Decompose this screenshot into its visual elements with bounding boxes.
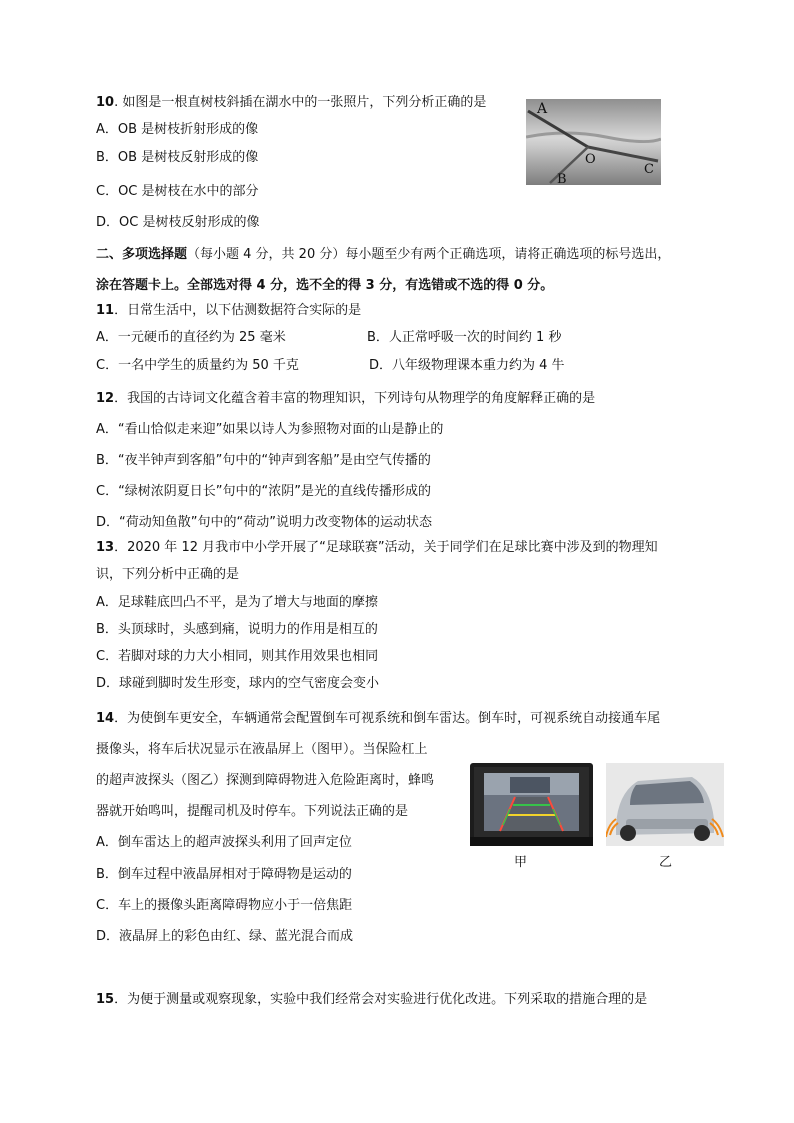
caption-jia: 甲: [514, 855, 528, 870]
q14-stem-line2: 摄像头，将车后状况显示在液晶屏上（图甲）。当保险杠上: [96, 742, 428, 757]
q10-option-c: C．OC 是树枝在水中的部分: [96, 184, 259, 199]
q14-stem-line3: 的超声波探头（图乙）探测到障碍物进入危险距离时，蜂鸣: [96, 773, 435, 788]
label-c: C: [644, 162, 654, 177]
q11-stem: [96, 302, 361, 320]
q13-option-b: B．头顶球时，头感到痛，说明力的作用是相互的: [96, 622, 378, 637]
q14-option-a: A．倒车雷达上的超声波探头利用了回声定位: [96, 835, 352, 850]
q15-stem: [96, 991, 647, 1009]
q13-stem-line2: 识，下列分析中正确的是: [96, 567, 240, 582]
q14-stem-line4: 器就开始鸣叫，提醒司机及时停车。下列说法正确的是: [96, 804, 409, 819]
q11-option-b: B．人正常呼吸一次的时间约 1 秒: [367, 330, 562, 345]
q11-option-c: C．一名中学生的质量约为 50 千克: [96, 358, 299, 373]
q14-number: 14: [96, 711, 115, 726]
q10-option-d: D．OC 是树枝反射形成的像: [96, 215, 260, 230]
label-a: A: [537, 101, 548, 117]
q13-option-a: A．足球鞋底凹凸不平，是为了增大与地面的摩擦: [96, 595, 378, 610]
q10-stem-text: . 如图是一根直树枝斜插在湖水中的一张照片，下列分析正确的是: [114, 95, 487, 110]
q12-stem-text: ．我国的古诗词文化蕴含着丰富的物理知识，下列诗句从物理学的角度解释正确的是: [114, 391, 596, 406]
q13-option-c: C．若脚对球的力大小相同，则其作用效果也相同: [96, 649, 379, 664]
reversing-monitor-image: [470, 763, 593, 846]
q15-number: 15: [96, 992, 115, 1007]
section2-desc2: 涂在答题卡上。全部选对得 4 分，选不全的得 3 分，有选错或不选的得 0 分。: [96, 278, 554, 293]
label-b: B: [557, 172, 567, 185]
q10-option-b: B．OB 是树枝反射形成的像: [96, 150, 259, 165]
caption-yi: 乙: [659, 855, 673, 870]
q11-option-d: D．八年级物理课本重力约为 4 牛: [369, 358, 565, 373]
section2-line1: [96, 246, 670, 264]
q11-stem-text: ．日常生活中，以下估测数据符合实际的是: [114, 303, 362, 318]
q12-option-b: B．“夜半钟声到客船”句中的“钟声到客船”是由空气传播的: [96, 453, 431, 468]
branch-photo: [526, 99, 661, 185]
q12-option-a: A．“看山恰似走来迎”如果以诗人为参照物对面的山是静止的: [96, 422, 444, 437]
q14-stem: [96, 710, 660, 728]
q10-number: 10: [96, 95, 115, 110]
car-rear-radar-image: [606, 763, 724, 846]
q12-option-d: D．“荷动知鱼散”句中的“荷动”说明力改变物体的运动状态: [96, 515, 432, 530]
q15-stem-text: ．为便于测量或观察现象，实验中我们经常会对实验进行优化改进。下列采取的措施合理的是: [114, 992, 648, 1007]
q10-stem: [96, 94, 486, 112]
q13-stem-text: ．2020 年 12 月我市中小学开展了“足球联赛”活动，关于同学们在足球比赛中涉及到的物理知: [114, 540, 658, 555]
q13-option-d: D．球碰到脚时发生形变，球内的空气密度会变小: [96, 676, 380, 691]
q12-stem: [96, 390, 595, 408]
q14-stem-text: ．为使倒车更安全，车辆通常会配置倒车可视系统和倒车雷达。倒车时，可视系统自动接通车尾: [114, 711, 661, 726]
q14-option-d: D．液晶屏上的彩色由红、绿、蓝光混合而成: [96, 929, 354, 944]
section2-desc1: （每小题 4 分，共 20 分）每小题至少有两个正确选项，请将正确选项的标号选出，: [187, 247, 671, 262]
label-o: O: [585, 152, 596, 167]
q14-option-b: B．倒车过程中液晶屏相对于障碍物是运动的: [96, 867, 352, 882]
q12-number: 12: [96, 391, 115, 406]
q11-option-a: A．一元硬币的直径约为 25 毫米: [96, 330, 286, 345]
section2-title: 二、多项选择题: [96, 247, 188, 262]
q12-option-c: C．“绿树浓阴夏日长”句中的“浓阴”是光的直线传播形成的: [96, 484, 432, 499]
q13-number: 13: [96, 540, 115, 555]
q14-option-c: C．车上的摄像头距离障碍物应小于一倍焦距: [96, 898, 353, 913]
q10-option-a: A．OB 是树枝折射形成的像: [96, 122, 259, 137]
q11-number: 11: [96, 303, 115, 318]
q13-stem: [96, 539, 658, 557]
